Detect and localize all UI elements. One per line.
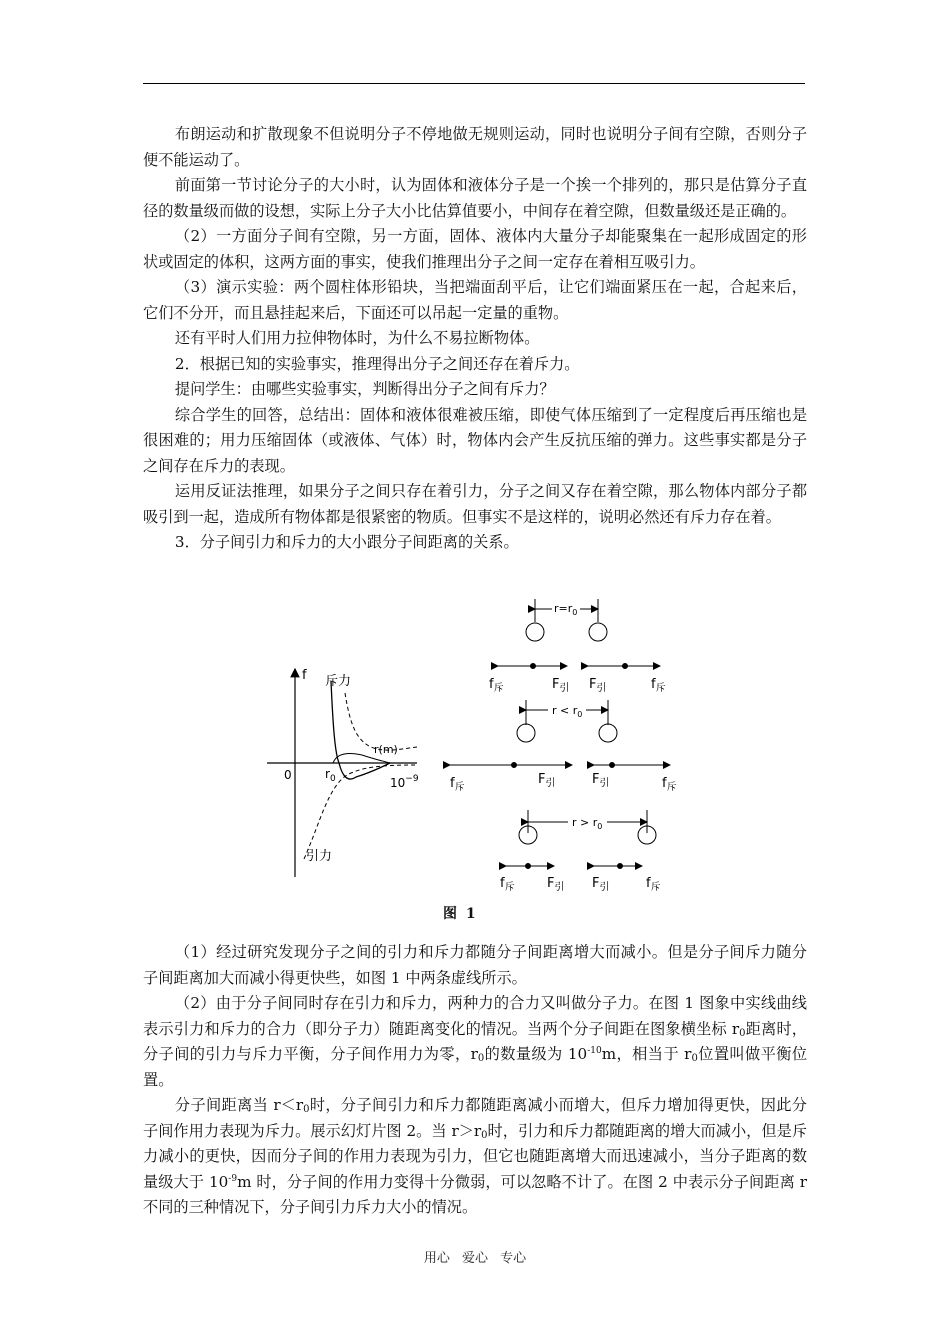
page-footer: 用心 爱心 专心 [423,1251,527,1266]
attraction-label: 引力 [306,849,333,864]
r-axis-label: r(m) [374,743,398,756]
row-label-greater: $r > r_0$ [572,816,603,831]
paragraph: 布朗运动和扩散现象不但说明分子不停地做无规则运动，同时也说明分子间有空隙，否则分子便不能运动了。 [143,125,807,169]
paragraph: （2）一方面分子间有空隙，另一方面，固体、液体内大量分子却能聚集在一起形成固定的形状或固定的体积，这两方面的事实，使我们推理出分子之间一定存在着相互吸引力。 [143,227,807,271]
origin-label: 0 [284,768,292,782]
text-block-bottom [143,940,807,1221]
paragraph: （2）由于分子间同时存在引力和斥力，两种力的合力又叫做分子力。在图 1 图象中实线曲线表示引力和斥力的合力（即分子力）随距离变化的情况。当两个分子间距在图象横坐标 $r_0$距离时，分子间的引力与斥力平衡，分子间作用力为零，$r_0$的数量级为 $10^{-10}m$，相当于 $r_0$位置叫做平衡位置。 [143,994,808,1089]
repulsion-label: 斥力 [325,674,352,689]
paragraph: 运用反证法推理，如果分子之间只存在着引力，分子之间又存在着空隙，那么物体内部分子都吸引到一起，造成所有物体都是很紧密的物质。但事实不是这样的，说明必然还有斥力存在着。 [143,482,807,526]
paragraph: 分子间距离当 $r<r_0$时，分子间引力和斥力都随距离减小而增大，但斥力增加得更快，因此分子间作用力表现为斥力。展示幻灯片图 2。当 $r>r_0$时，引力和斥力都随距离的增大而减小，但是斥力减小的更快，因而分子间的作用力表现为引力，但它也随距离增大而迅速减小，当分子距离的数量级大于 $10^{-9}m$ 时，分子间的作用力变得十分微弱，可以忽略不计了。在图 2 中表示分子间距离 r 不同的三种情况下，分子间引力斥力大小的情况。 [143,1096,808,1216]
paragraph: （1）经过研究发现分子之间的引力和斥力都随分子间距离增大而减小。但是分子间斥力随分子间距离加大而减小得更快些，如图 1 中两条虚线所示。 [143,943,807,987]
attraction-force-label: $F_引$ [538,772,556,789]
r0-label: $r_0$ [325,767,336,784]
molecule-circle [526,623,544,641]
paragraph: 综合学生的回答，总结出：固体和液体很难被压缩，即使气体压缩到了一定程度后再压缩也是很困难的；用力压缩固体（或液体、气体）时，物体内会产生反抗压缩的弹力。这些事实都是分子之间存在斥力的表现。 [143,405,807,475]
paragraph: 2．根据已知的实验事实，推理得出分子之间还存在着斥力。 [174,354,580,373]
repulsion-force-label: $f_斥$ [500,876,515,893]
ten-power-label: $10^{-9}$ [390,774,419,790]
attraction-force-label: $F_引$ [592,772,610,789]
attraction-force-label: $F_引$ [592,876,610,893]
repulsion-force-label: $f_斥$ [450,776,465,793]
molecule-circle [599,724,617,742]
molecule-circle [589,623,607,641]
repulsion-force-label: $f_斥$ [662,776,677,793]
figure-1 [262,597,692,897]
repulsion-force-label: $f_斥$ [646,876,661,893]
paragraph: 前面第一节讨论分子的大小时，认为固体和液体分子是一个挨一个排列的，那只是估算分子直径的数量级而做的设想，实际上分子大小比估算值要小，中间存在着空隙，但数量级还是正确的。 [143,176,807,220]
molecule-circle [517,724,535,742]
repulsion-force-label: $f_斥$ [651,677,666,694]
attraction-force-label: $F_引$ [589,677,607,694]
paragraph: 提问学生：由哪些实验事实，判断得出分子之间有斥力？ [174,380,555,398]
f-axis-label: f [302,668,307,683]
figure-caption: 图 1 [443,906,478,922]
row-label-equal: $r=r_0$ [554,602,578,617]
header-rule [143,83,805,84]
repulsion-force-label: $f_斥$ [489,677,504,694]
molecule-diagram [450,599,670,869]
paragraph: 还有平时人们用力拉伸物体时，为什么不易拉断物体。 [174,329,540,347]
repulsion-curve [345,693,417,750]
text-block-top [143,122,807,556]
paragraph: 3．分子间引力和斥力的大小跟分子间距离的关系。 [174,533,519,551]
attraction-force-label: $F_引$ [552,677,570,694]
resultant-curve [331,681,390,779]
row-label-less: $r < r_0$ [552,704,583,719]
attraction-force-label: $F_引$ [547,876,565,893]
paragraph: （3）演示实验：两个圆柱体形铅块，当把端面刮平后，让它们端面紧压在一起，合起来后，它们不分开，而且悬挂起来后，下面还可以吊起一定量的重物。 [143,278,807,322]
